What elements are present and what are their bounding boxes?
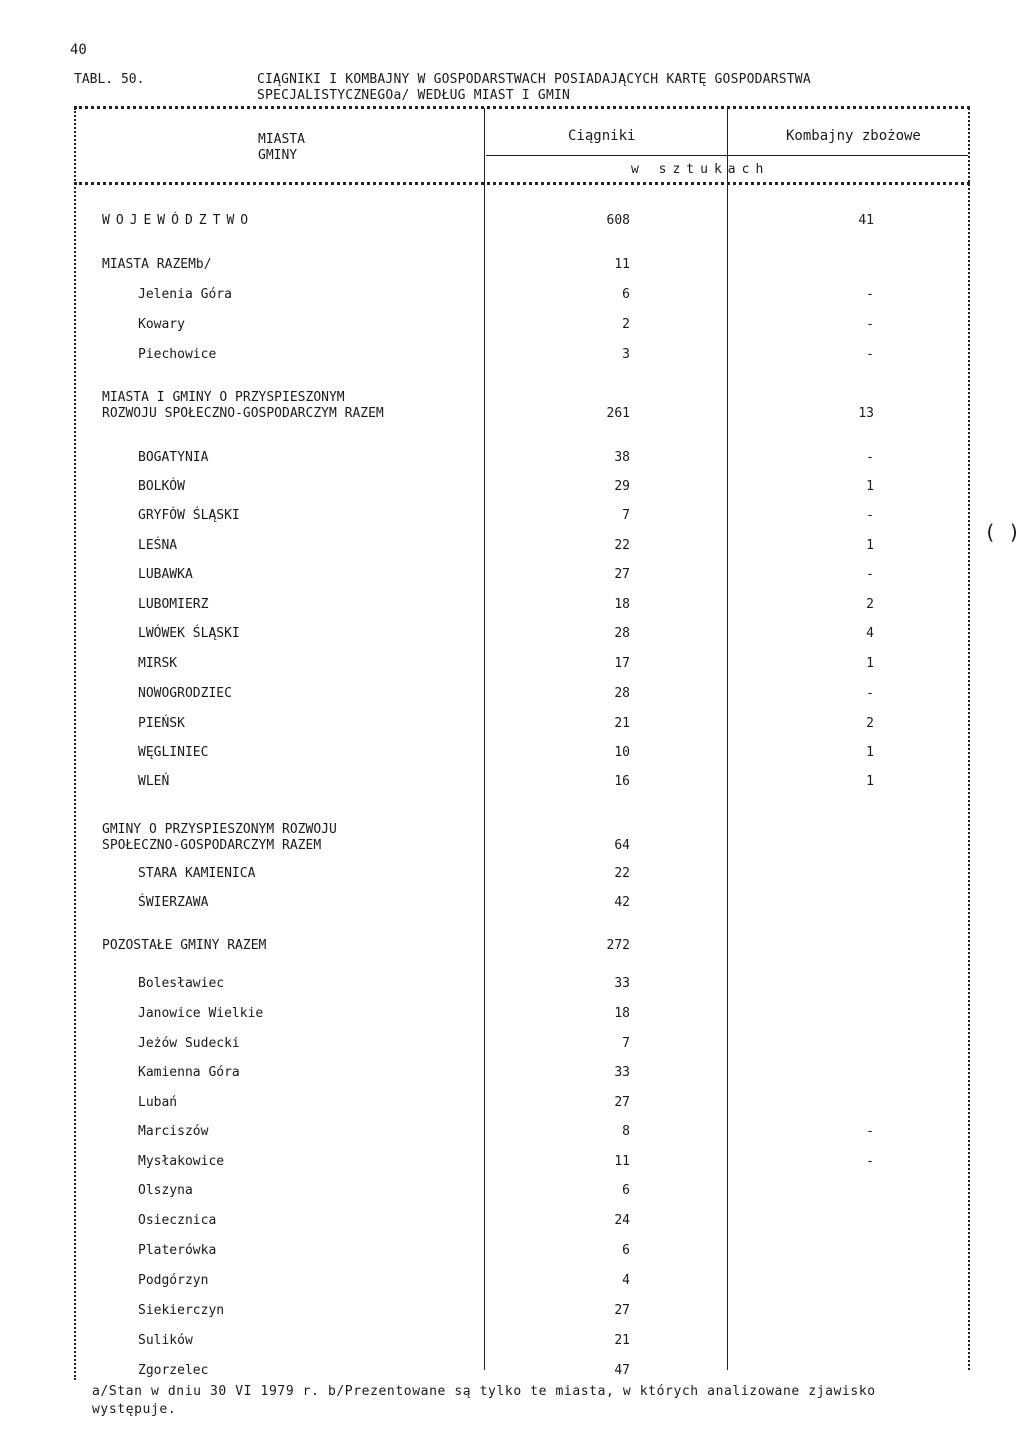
row-label: ROZWOJU SPOŁECZNO-GOSPODARCZYM RAZEM	[102, 406, 384, 421]
table-row	[0, 774, 1024, 792]
kombajny-value: 1	[866, 745, 874, 760]
ciagniki-value: 27	[614, 567, 630, 582]
table-row	[0, 347, 1024, 365]
kombajny-value: -	[866, 686, 874, 701]
table-row	[0, 538, 1024, 556]
row-label: STARA KAMIENICA	[138, 866, 256, 881]
header-miasta: MIASTA	[258, 132, 305, 147]
ciagniki-value: 7	[622, 508, 630, 523]
table-top-border	[74, 106, 970, 109]
header-bottom-border	[74, 182, 970, 185]
ciagniki-value: 10	[614, 745, 630, 760]
row-label: Olszyna	[138, 1183, 193, 1198]
ciagniki-value: 608	[606, 213, 630, 228]
kombajny-value: -	[866, 450, 874, 465]
ciagniki-value: 261	[606, 406, 630, 421]
row-label: Platerówka	[138, 1243, 217, 1258]
ciagniki-value: 38	[614, 450, 630, 465]
ciagniki-value: 27	[614, 1095, 630, 1110]
table-row	[0, 1213, 1024, 1231]
page-number: 40	[70, 42, 87, 58]
ciagniki-value: 272	[606, 938, 630, 953]
table-row	[0, 1036, 1024, 1054]
header-unit: w sztukach	[631, 162, 770, 177]
row-label: LUBOMIERZ	[138, 597, 209, 612]
row-label: WOJEWÓDZTWO	[102, 213, 255, 228]
row-label: BOLKÓW	[138, 479, 185, 494]
table-row	[0, 479, 1024, 497]
table-row	[0, 1065, 1024, 1083]
row-label: BOGATYNIA	[138, 450, 209, 465]
table-row	[0, 257, 1024, 275]
row-label: LEŚNA	[138, 538, 178, 553]
kombajny-value: 1	[866, 656, 874, 671]
row-label: Osiecznica	[138, 1213, 217, 1228]
row-label: Zgorzelec	[138, 1363, 209, 1378]
kombajny-value: -	[866, 317, 874, 332]
kombajny-value: 2	[866, 597, 874, 612]
ciagniki-value: 8	[622, 1124, 630, 1139]
kombajny-value: 41	[858, 213, 874, 228]
ciagniki-value: 21	[614, 1333, 630, 1348]
table-row	[0, 508, 1024, 526]
table-title-line1: CIĄGNIKI I KOMBAJNY W GOSPODARSTWACH POSIADAJĄCYCH KARTĘ GOSPODARSTWA	[257, 72, 811, 87]
table-row	[0, 597, 1024, 615]
footnote-line2: występuje.	[92, 1402, 177, 1417]
kombajny-value: -	[866, 1154, 874, 1169]
table-row	[0, 287, 1024, 305]
row-label: Podgórzyn	[138, 1273, 209, 1288]
table-title-line2: SPECJALISTYCZNEGOa/ WEDŁUG MIAST I GMIN	[257, 88, 571, 103]
ciagniki-value: 17	[614, 656, 630, 671]
row-label: PIEŃSK	[138, 716, 185, 731]
row-label: MIASTA I GMINY O PRZYSPIESZONYM	[102, 390, 345, 405]
row-label: WLEŃ	[138, 774, 170, 789]
row-label: GMINY O PRZYSPIESZONYM ROZWOJU	[102, 822, 337, 837]
table-row	[0, 716, 1024, 734]
header-gminy: GMINY	[258, 148, 298, 163]
ciagniki-value: 6	[622, 287, 630, 302]
table-label: TABL. 50.	[74, 72, 145, 87]
row-label: MIASTA RAZEMb/	[102, 257, 212, 272]
row-label: LWÓWEK ŚLĄSKI	[138, 626, 240, 641]
ciagniki-value: 22	[614, 866, 630, 881]
row-label: POZOSTAŁE GMINY RAZEM	[102, 938, 267, 953]
row-label: Kowary	[138, 317, 185, 332]
header-ciagniki: Ciągniki	[568, 128, 636, 144]
ciagniki-value: 3	[622, 347, 630, 362]
ciagniki-value: 24	[614, 1213, 630, 1228]
table-row	[0, 1154, 1024, 1172]
row-label: Jeżów Sudecki	[138, 1036, 240, 1051]
table-row	[0, 450, 1024, 468]
row-label: NOWOGRODZIEC	[138, 686, 232, 701]
ciagniki-value: 4	[622, 1273, 630, 1288]
ciagniki-value: 18	[614, 1006, 630, 1021]
row-label: ŚWIERZAWA	[138, 895, 209, 910]
row-label: Mysłakowice	[138, 1154, 225, 1169]
kombajny-value: 13	[858, 406, 874, 421]
ciagniki-value: 29	[614, 479, 630, 494]
table-row	[0, 686, 1024, 704]
ciagniki-value: 7	[622, 1036, 630, 1051]
ciagniki-value: 27	[614, 1303, 630, 1318]
table-row	[0, 1006, 1024, 1024]
table-row	[0, 406, 1024, 424]
kombajny-value: -	[866, 508, 874, 523]
table-row	[0, 1303, 1024, 1321]
row-label: GRYFÓW ŚLĄSKI	[138, 508, 240, 523]
row-label: Bolesławiec	[138, 976, 225, 991]
table-row	[0, 626, 1024, 644]
row-label: Kamienna Góra	[138, 1065, 240, 1080]
ciagniki-value: 21	[614, 716, 630, 731]
row-label: Siekierczyn	[138, 1303, 225, 1318]
table-row	[0, 1333, 1024, 1351]
ciagniki-value: 33	[614, 1065, 630, 1080]
table-row	[0, 213, 1024, 231]
table-row	[0, 656, 1024, 674]
table-row	[0, 1124, 1024, 1142]
table-row	[0, 976, 1024, 994]
ciagniki-value: 28	[614, 686, 630, 701]
ciagniki-value: 28	[614, 626, 630, 641]
table-row	[0, 866, 1024, 884]
row-label: Piechowice	[138, 347, 217, 362]
kombajny-value: 1	[866, 538, 874, 553]
ciagniki-value: 6	[622, 1243, 630, 1258]
table-row	[0, 1363, 1024, 1381]
ciagniki-value: 6	[622, 1183, 630, 1198]
table-row	[0, 1243, 1024, 1261]
ciagniki-value: 11	[614, 257, 630, 272]
table-row	[0, 745, 1024, 763]
table-row	[0, 317, 1024, 335]
row-label: LUBAWKA	[138, 567, 193, 582]
ciagniki-value: 42	[614, 895, 630, 910]
ciagniki-value: 11	[614, 1154, 630, 1169]
kombajny-value: 1	[866, 774, 874, 789]
row-label: Lubań	[138, 1095, 178, 1110]
table-row	[0, 567, 1024, 585]
kombajny-value: -	[866, 287, 874, 302]
row-label: Marciszów	[138, 1124, 209, 1139]
table-row	[0, 938, 1024, 956]
row-label: SPOŁECZNO-GOSPODARCZYM RAZEM	[102, 838, 322, 853]
ciagniki-value: 47	[614, 1363, 630, 1378]
row-label: WĘGLINIEC	[138, 745, 209, 760]
ciagniki-value: 2	[622, 317, 630, 332]
ciagniki-value: 33	[614, 976, 630, 991]
ciagniki-value: 64	[614, 838, 630, 853]
header-kombajny: Kombajny zbożowe	[786, 128, 921, 144]
kombajny-value: -	[866, 567, 874, 582]
ciagniki-value: 22	[614, 538, 630, 553]
row-label: Janowice Wielkie	[138, 1006, 264, 1021]
row-label: MIRSK	[138, 656, 178, 671]
row-label: Jelenia Góra	[138, 287, 232, 302]
footnote-line1: a/Stan w dniu 30 VI 1979 r. b/Prezentowane są tylko te miasta, w których analizowane zjawisko	[92, 1384, 876, 1399]
table-row	[0, 1183, 1024, 1201]
table-row	[0, 895, 1024, 913]
table-row	[0, 838, 1024, 856]
kombajny-value: 4	[866, 626, 874, 641]
table-row	[0, 1273, 1024, 1291]
kombajny-value: -	[866, 347, 874, 362]
ciagniki-value: 18	[614, 597, 630, 612]
table-row	[0, 1095, 1024, 1113]
kombajny-value: 2	[866, 716, 874, 731]
row-label: Sulików	[138, 1333, 193, 1348]
ciagniki-value: 16	[614, 774, 630, 789]
kombajny-value: -	[866, 1124, 874, 1139]
kombajny-value: 1	[866, 479, 874, 494]
margin-mark: ( )	[984, 520, 1021, 544]
